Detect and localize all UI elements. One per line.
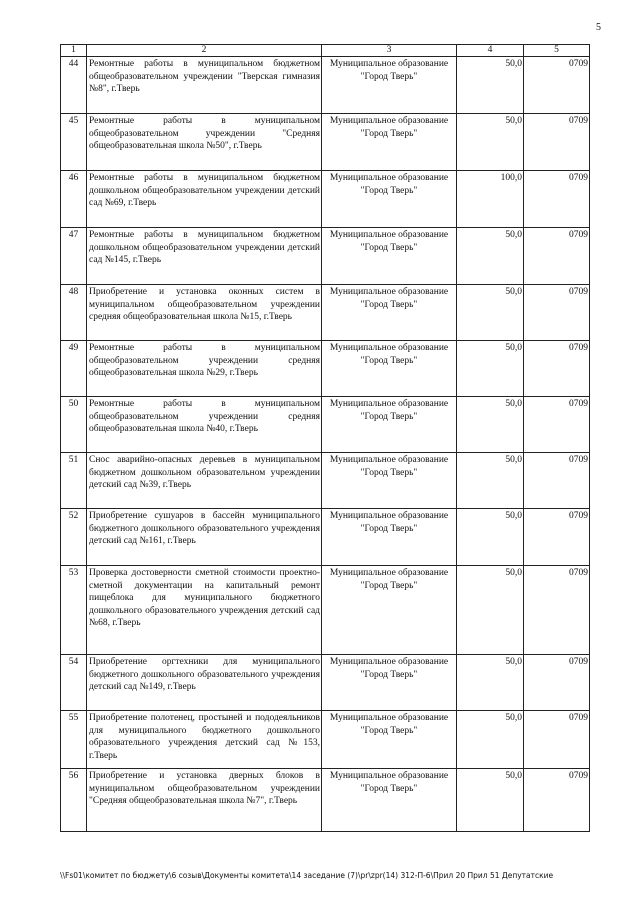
column-header-amount: 4 (457, 45, 524, 57)
row-organization: Муниципальное образование "Город Тверь" (322, 566, 457, 655)
row-description: Приобретение сушуаров в бассейн муниципального бюджетного дошкольного образовательного учреждения детский сад №161, г.Тверь (87, 509, 322, 566)
row-organization: Муниципальное образование "Город Тверь" (322, 769, 457, 832)
row-amount: 100,0 (457, 171, 524, 228)
row-organization: Муниципальное образование "Город Тверь" (322, 397, 457, 453)
budget-table (60, 44, 590, 832)
row-code: 0709 (524, 453, 590, 509)
row-code: 0709 (524, 655, 590, 711)
row-description: Приобретение и установка дверных блоков в муниципальном общеобразовательном учреждении "Средняя общеобразовательная школа №7", г.Тверь (87, 769, 322, 832)
row-organization: Муниципальное образование "Город Тверь" (322, 655, 457, 711)
row-amount: 50,0 (457, 341, 524, 397)
row-number: 52 (61, 509, 87, 566)
table-row (61, 341, 590, 397)
row-description: Снос аварийно-опасных деревьев в муниципальном бюджетном дошкольном образовательном учреждении детский сад №39, г.Тверь (87, 453, 322, 509)
row-code: 0709 (524, 114, 590, 171)
row-amount: 50,0 (457, 397, 524, 453)
row-organization: Муниципальное образование "Город Тверь" (322, 171, 457, 228)
table-row (61, 114, 590, 171)
row-description: Приобретение полотенец, простыней и пододеяльников для муниципального бюджетного дошкольного образовательного учреждения детский сад №153, г.Тверь (87, 711, 322, 769)
row-description: Ремонтные работы в муниципальном общеобразовательном учреждении средняя общеобразовательная школа №40, г.Тверь (87, 397, 322, 453)
row-number: 48 (61, 285, 87, 341)
row-organization: Муниципальное образование "Город Тверь" (322, 285, 457, 341)
row-organization: Муниципальное образование "Город Тверь" (322, 711, 457, 769)
row-description: Приобретение и установка оконных систем в муниципальном общеобразовательном учреждении средняя общеобразовательная школа №15, г.Тверь (87, 285, 322, 341)
row-amount: 50,0 (457, 57, 524, 114)
table-row (61, 769, 590, 832)
row-code: 0709 (524, 711, 590, 769)
row-amount: 50,0 (457, 285, 524, 341)
table-row (61, 711, 590, 769)
row-amount: 50,0 (457, 566, 524, 655)
row-number: 46 (61, 171, 87, 228)
row-number: 50 (61, 397, 87, 453)
table-row (61, 285, 590, 341)
row-amount: 50,0 (457, 509, 524, 566)
row-description: Приобретение оргтехники для муниципального бюджетного дошкольного образовательного учреждения детский сад №149, г.Тверь (87, 655, 322, 711)
row-description: Ремонтные работы в муниципальном бюджетном общеобразовательном учреждении "Тверская гимназия №8", г.Тверь (87, 57, 322, 114)
row-description: Проверка достоверности сметной стоимости проектно-сметной документации на капитальный ремонт пищеблока для муниципального бюджетного дошкольного образовательного учреждения детский сад №68, г.Тверь (87, 566, 322, 655)
row-number: 45 (61, 114, 87, 171)
row-organization: Муниципальное образование "Город Тверь" (322, 509, 457, 566)
row-code: 0709 (524, 341, 590, 397)
row-number: 49 (61, 341, 87, 397)
row-code: 0709 (524, 397, 590, 453)
row-number: 51 (61, 453, 87, 509)
row-code: 0709 (524, 509, 590, 566)
row-code: 0709 (524, 285, 590, 341)
row-amount: 50,0 (457, 711, 524, 769)
column-header-organization: 3 (322, 45, 457, 57)
row-amount: 50,0 (457, 228, 524, 285)
table-row (61, 171, 590, 228)
row-description: Ремонтные работы в муниципальном бюджетном дошкольном общеобразовательном учреждении детский сад №69, г.Тверь (87, 171, 322, 228)
row-number: 47 (61, 228, 87, 285)
row-number: 55 (61, 711, 87, 769)
row-amount: 50,0 (457, 453, 524, 509)
row-amount: 50,0 (457, 655, 524, 711)
table-row (61, 57, 590, 114)
table-row (61, 509, 590, 566)
row-organization: Муниципальное образование "Город Тверь" (322, 453, 457, 509)
column-header-code: 5 (524, 45, 590, 57)
row-description: Ремонтные работы в муниципальном общеобразовательном учреждении "Средняя общеобразовательная школа №50", г.Тверь (87, 114, 322, 171)
row-code: 0709 (524, 57, 590, 114)
row-organization: Муниципальное образование "Город Тверь" (322, 341, 457, 397)
footer-file-path: \\Fs01\комитет по бюджету\6 созыв\Документы комитета\14 заседание (7)\pr\zpr(14) 312-П-6\Прил 20 Прил 51 Депутатские (60, 871, 554, 880)
row-number: 56 (61, 769, 87, 832)
row-organization: Муниципальное образование "Город Тверь" (322, 228, 457, 285)
row-amount: 50,0 (457, 769, 524, 832)
table-row (61, 228, 590, 285)
row-number: 54 (61, 655, 87, 711)
page-number: 5 (596, 22, 601, 33)
row-organization: Муниципальное образование "Город Тверь" (322, 57, 457, 114)
row-number: 53 (61, 566, 87, 655)
row-number: 44 (61, 57, 87, 114)
table-row (61, 655, 590, 711)
row-description: Ремонтные работы в муниципальном бюджетном дошкольном общеобразовательном учреждении детский сад №145, г.Тверь (87, 228, 322, 285)
column-header-number: 1 (61, 45, 87, 57)
row-organization: Муниципальное образование "Город Тверь" (322, 114, 457, 171)
row-description: Ремонтные работы в муниципальном общеобразовательном учреждении средняя общеобразовательная школа №29, г.Тверь (87, 341, 322, 397)
table-header-row (61, 45, 590, 57)
row-code: 0709 (524, 769, 590, 832)
row-amount: 50,0 (457, 114, 524, 171)
table-row (61, 453, 590, 509)
row-code: 0709 (524, 228, 590, 285)
table-row (61, 566, 590, 655)
column-header-description: 2 (87, 45, 322, 57)
row-code: 0709 (524, 171, 590, 228)
row-code: 0709 (524, 566, 590, 655)
budget-table-container (60, 44, 589, 832)
table-row (61, 397, 590, 453)
